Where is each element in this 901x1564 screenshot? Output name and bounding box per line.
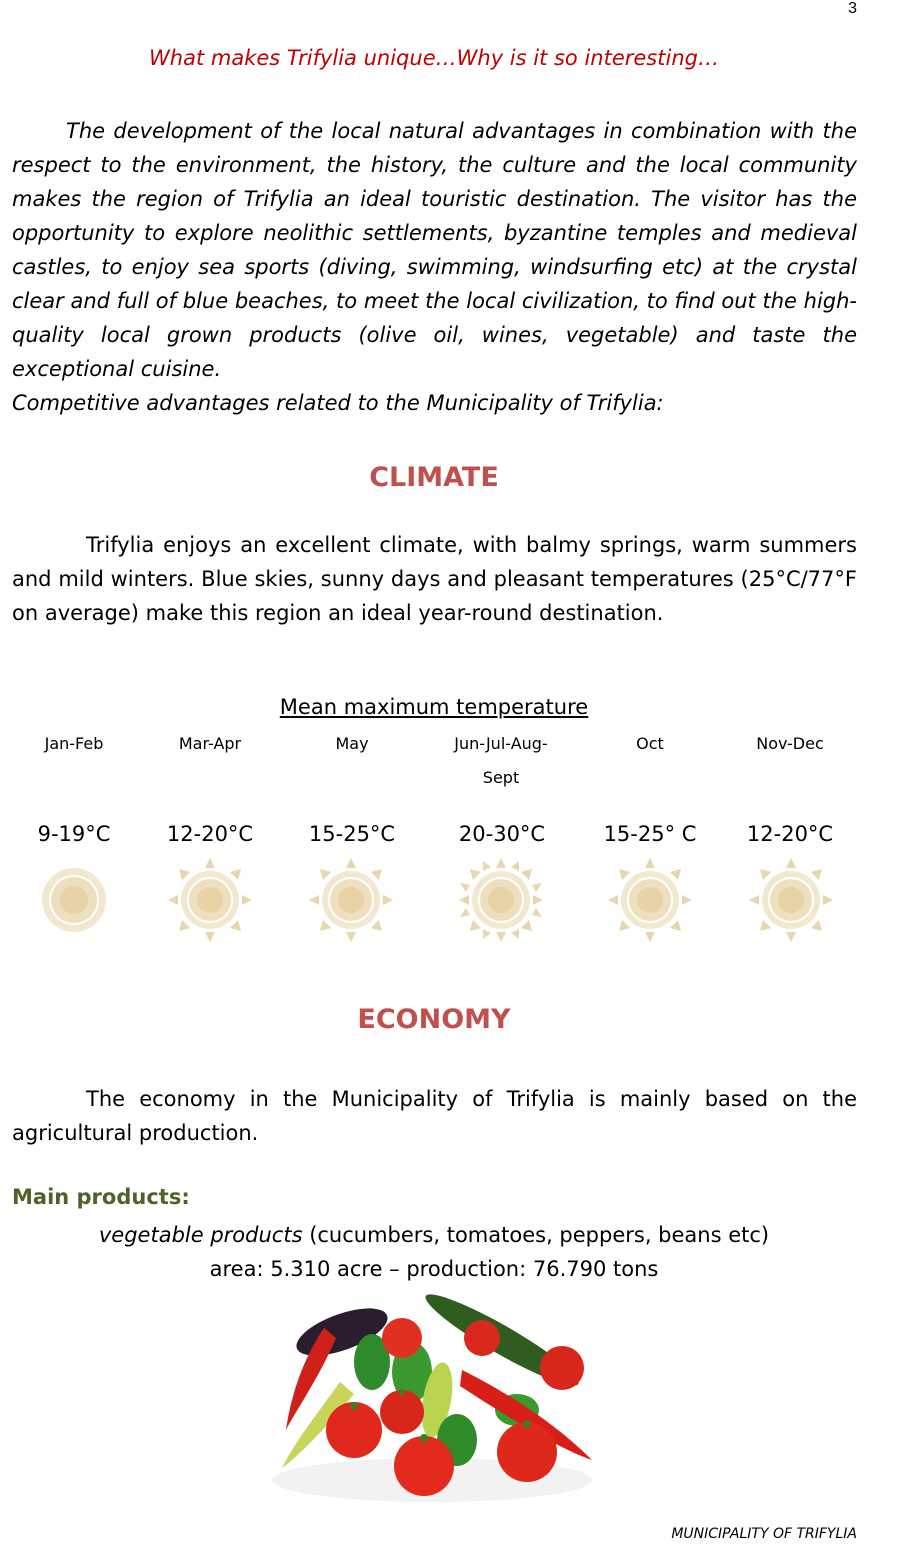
product-line	[0, 1218, 868, 1252]
temp-may: 15-25°C	[308, 822, 396, 846]
sun-icon	[746, 858, 836, 948]
product-name: vegetable products	[98, 1223, 303, 1247]
temp-oct: 15-25° C	[603, 822, 697, 846]
page-number: 3	[848, 0, 857, 17]
economy-text	[12, 1082, 857, 1150]
main-products-label: Main products:	[12, 1185, 190, 1209]
period-nov-dec: Nov-Dec	[756, 734, 824, 753]
period-jan-feb: Jan-Feb	[44, 734, 104, 753]
temp-mar-apr: 12-20°C	[166, 822, 254, 846]
economy-paragraph: The economy in the Municipality of Trifylia is mainly based on the agricultural production.	[12, 1087, 857, 1145]
sun-icon	[605, 858, 695, 948]
period-may: May	[335, 734, 369, 753]
economy-title: ECONOMY	[357, 1004, 511, 1035]
sun-icon	[306, 858, 396, 948]
climate-text	[12, 528, 857, 630]
subtitle: What makes Trifylia unique…Why is it so interesting…	[149, 46, 719, 70]
intro-paragraph: The development of the local natural advantages in combination with the respect to the environment, the history, the culture and the local community makes the region of Trifylia an ideal touristic destination. The visitor has the opportunity to explore neolithic settlements, byzantine temples and medieval castles, to enjoy sea sports (diving, swimming, windsurfing etc) at the crystal clear and full of blue beaches, to meet the local civilization, to find out the high-quality local grown products (olive oil, wines, vegetable) and taste the exceptional cuisine.	[12, 119, 857, 381]
vegetables-photo	[262, 1290, 602, 1508]
products-block	[0, 1218, 868, 1286]
temperature-table-title: Mean maximum temperature	[279, 695, 589, 719]
period-oct: Oct	[636, 734, 664, 753]
temp-nov-dec: 12-20°C	[746, 822, 834, 846]
temp-jan-feb: 9-19°C	[37, 822, 111, 846]
climate-paragraph: Trifylia enjoys an excellent climate, with balmy springs, warm summers and mild winters. Blue skies, sunny days and pleasant temperatures (25°C/77°F on average) make this region an ideal year-round destination.	[12, 533, 857, 625]
intro-advantages-line: Competitive advantages related to the Municipality of Trifylia:	[12, 391, 664, 415]
sun-icon	[29, 858, 119, 948]
climate-title: CLIMATE	[369, 462, 499, 493]
period-jun-sept: Jun-Jul-Aug-Sept	[454, 734, 548, 787]
temp-jun-sept: 20-30°C	[458, 822, 546, 846]
period-mar-apr: Mar-Apr	[178, 734, 242, 753]
intro-text	[12, 114, 857, 420]
footer: MUNICIPALITY OF TRIFYLIA	[671, 1526, 857, 1542]
sun-icon	[456, 858, 546, 948]
product-detail: (cucumbers, tomatoes, peppers, beans etc)	[302, 1223, 770, 1247]
area-production-line: area: 5.310 acre – production: 76.790 tons	[209, 1257, 659, 1281]
sun-icon	[165, 858, 255, 948]
